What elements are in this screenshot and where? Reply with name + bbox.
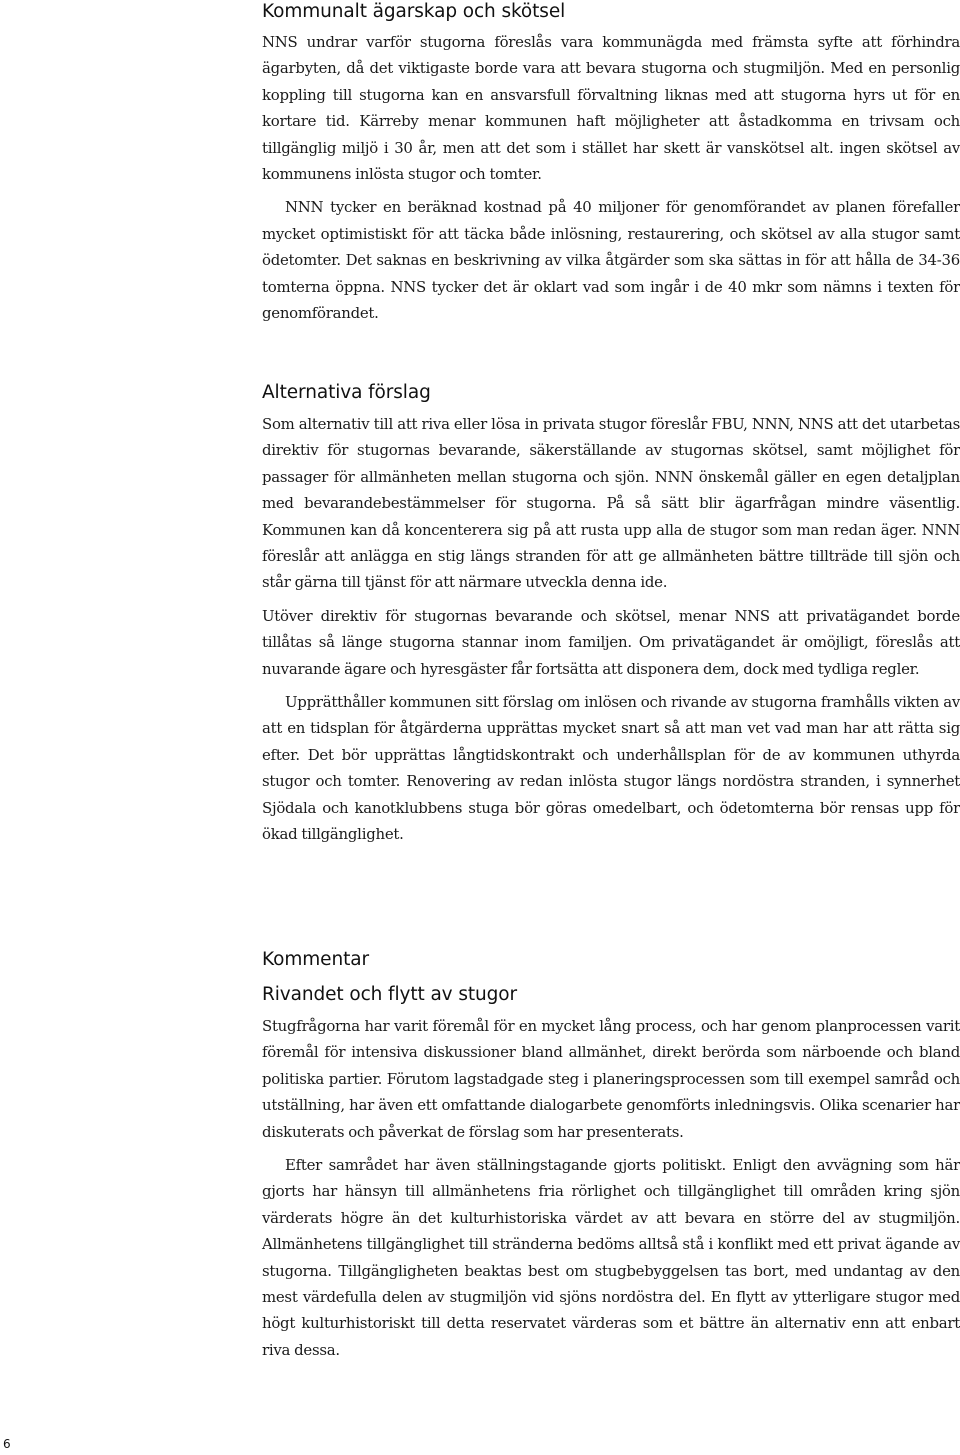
section-body-alternativa-forslag [262,411,960,848]
paragraph: Som alternativ till att riva eller lösa in privata stugor föreslår FBU, NNN, NNS att det utarbetas direktiv för stugornas bevarande, säkerställande av stugornas skötsel, samt möjlighet för passager för allmänheten mellan stugorna och sjön. NNN önskemål gäller en egen detaljplan med bevarandebestämmelser för stugorna. På så sätt blir ägarfrågan mindre väsentlig. Kommunen kan då koncenterera sig på att rusta upp alla de stugor som man redan äger. NNN föreslår att anlägga en stig längs stranden för att ge allmänheten bättre tillträde till sjön och står gärna till tjänst för att närmare utveckla denna ide. [262,415,960,592]
paragraph: Stugfrågorna har varit föremål för en mycket lång process, och har genom planprocessen varit föremål för intensiva diskussioner bland allmänhet, direkt berörda som närboende och bland politiska partier. Förutom lagstadgade steg i planeringsprocessen som till exempel samråd och utställning, har även ett omfattande dialogarbete genomförts inledningsvis. Olika scenarier har diskuterats och påverkat de förslag som har presenterats. [262,1017,960,1141]
paragraph: Utöver direktiv för stugornas bevarande och skötsel, menar NNS att privatägandet borde tillåtas så länge stugorna stannar inom familjen. Om privatägandet är omöjligt, föreslås att nuvarande ägare och hyresgäster får fortsätta att disponera dem, dock med tydliga regler. [262,606,960,678]
section-heading-alternativa-forslag: Alternativa förslag [262,382,431,403]
paragraph: NNN tycker en beräknad kostnad på 40 miljoner för genomförandet av planen förefaller mycket optimistiskt för att täcka både inlösning, restaurering, och skötsel av alla stugor samt ödetomter. Det saknas en beskrivning av vilka åtgärder som ska sättas in för att hålla de 34-36 tomterna öppna. NNS tycker det är oklart vad som ingår i de 40 mkr som nämns i texten för genomförandet. [262,198,960,323]
section-heading-kommentar: Kommentar [262,949,369,970]
paragraph: NNS undrar varför stugorna föreslås vara kommunägda med främsta syfte att förhindra ägarbyten, då det viktigaste borde vara att bevara stugorna och stugmiljön. Med en personlig koppling till stugorna kan en ansvarsfull förvaltning liknas med att stugorna hyrs ut för en kortare tid. Kärreby menar kommunen haft möjligheter att åstadkomma en trivsam och tillgänglig miljö i 30 år, men att det som i stället har skett är vanskötsel alt. ingen skötsel av kommunens inlösta stugor och tomter. [262,33,960,184]
paragraph: Upprätthåller kommunen sitt förslag om inlösen och rivande av stugorna framhålls vikten av att en tidsplan för åtgärderna upprättas mycket snart så att man vet vad man har att rätta sig efter. Det bör upprättas långtidskontrakt och underhållsplan för de av kommunen uthyrda stugor och tomter. Renovering av redan inlösta stugor längs nordöstra stranden, i synnerhet Sjödala och kanotklubbens stuga bör göras omedelbart, och ödetomterna bör rensas upp för ökad tillgänglighet. [262,693,960,844]
section-heading-agarskap: Kommunalt ägarskap och skötsel [262,1,566,22]
section-subheading-rivandet: Rivandet och flytt av stugor [262,984,517,1005]
section-body-agarskap [262,29,960,326]
section-body-kommentar [262,1013,960,1363]
page-number: 6 [3,1437,11,1451]
paragraph: Efter samrådet har även ställningstagande gjorts politiskt. Enligt den avvägning som här gjorts har hänsyn till allmänhetens fria rörlighet och tillgänglighet till områden kring sjön värderats högre än det kulturhistoriska värdet av att bevara en större del av stugmiljön. Allmänhetens tillgänglighet till stränderna bedöms alltså stå i konflikt med ett privat ägande av stugorna. Tillgängligheten beaktas best om stugbebyggelsen tas bort, med undantag av den mest värdefulla delen av stugmiljön vid sjöns nordöstra del. En flytt av ytterligare stugor med högt kulturhistoriskt till detta reservatet värderas som et bättre än alternativ enn att enbart riva dessa. [262,1156,960,1359]
